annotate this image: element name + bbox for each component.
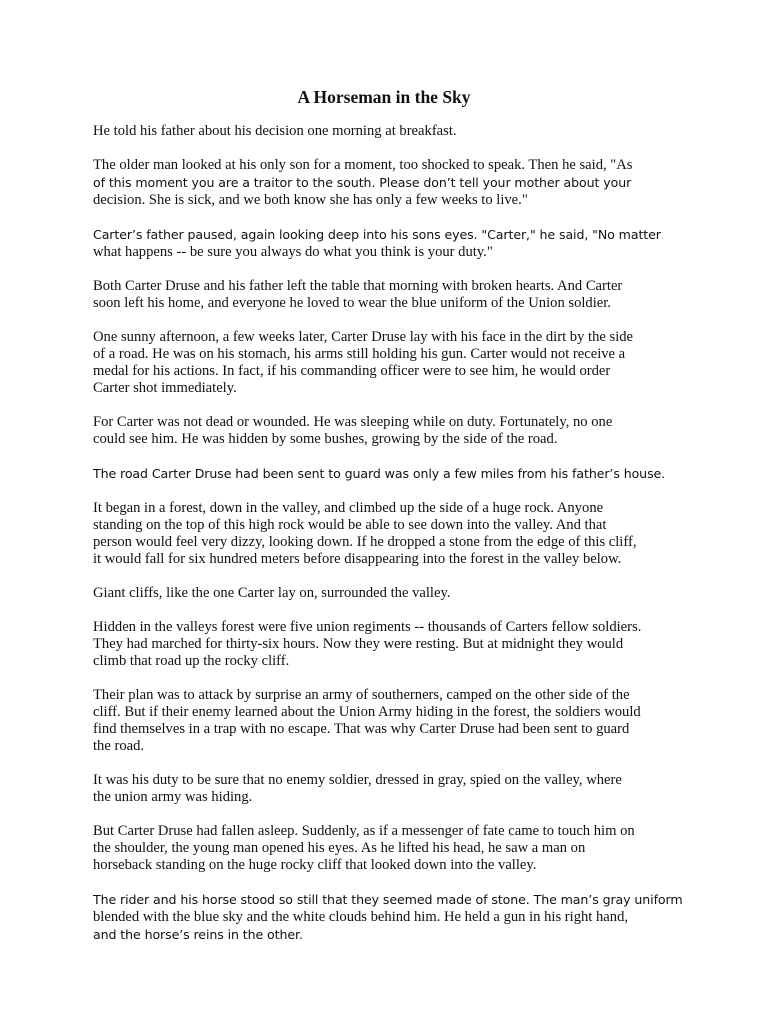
text-line — [93, 585, 673, 602]
text-segment: Giant cliffs, like the one Carter lay on, surrounded the valley. — [93, 585, 451, 601]
text-line — [93, 926, 673, 944]
text-line — [93, 363, 673, 380]
text-segment: person would feel very dizzy, looking down. If he dropped a stone from the edge of this cliff, — [93, 534, 637, 550]
paragraph — [93, 329, 673, 397]
paragraph — [93, 123, 673, 140]
text-line — [93, 380, 673, 397]
text-segment: and the horse’s reins in the other. — [93, 927, 303, 942]
text-line — [93, 500, 673, 517]
text-segment: find themselves in a trap with no escape. That was why Carter Druse had been sent to guard — [93, 721, 630, 737]
text-segment: The road Carter Druse had been sent to guard was only a few miles from his father’s house. — [93, 466, 666, 481]
paragraph — [93, 891, 683, 944]
text-segment: Both Carter Druse and his father left the table that morning with broken hearts. And Carter — [93, 278, 623, 294]
text-segment: what happens -- be sure you always do what you think is your duty." — [93, 244, 493, 260]
text-line — [93, 431, 673, 448]
text-line — [93, 619, 673, 636]
document-body — [93, 123, 683, 961]
paragraph — [93, 619, 673, 670]
paragraph — [93, 414, 673, 448]
text-line — [93, 346, 673, 363]
text-line — [93, 772, 673, 789]
paragraph — [93, 465, 673, 483]
text-segment: climb that road up the rocky cliff. — [93, 653, 290, 669]
text-line — [93, 687, 673, 704]
text-segment: One sunny afternoon, a few weeks later, Carter Druse lay with his face in the dirt by the side — [93, 329, 634, 345]
text-line — [93, 653, 673, 670]
paragraph — [93, 823, 673, 874]
text-segment: standing on the top of this high rock would be able to see down into the valley. And that — [93, 517, 607, 533]
text-line — [93, 909, 673, 926]
paragraph — [93, 687, 673, 755]
text-segment: The rider and his horse stood so still that they seemed made of stone. The man’s gray uniform — [93, 892, 683, 907]
text-line — [93, 857, 673, 874]
paragraph — [93, 157, 673, 209]
paragraph — [93, 772, 673, 806]
text-line — [93, 789, 673, 806]
text-line — [93, 174, 673, 192]
text-segment: could see him. He was hidden by some bushes, growing by the side of the road. — [93, 431, 558, 447]
text-segment: He told his father about his decision one morning at breakfast. — [93, 123, 457, 139]
text-segment: For Carter was not dead or wounded. He was sleeping while on duty. Fortunately, no one — [93, 414, 613, 430]
text-line — [93, 738, 673, 755]
text-line — [93, 465, 673, 483]
text-line — [93, 226, 673, 244]
text-line — [93, 157, 673, 174]
text-segment: soon left his home, and everyone he loved to wear the blue uniform of the Union soldier. — [93, 295, 611, 311]
text-segment: cliff. But if their enemy learned about the Union Army hiding in the forest, the soldiers would — [93, 704, 641, 720]
paragraph — [93, 226, 673, 261]
text-line — [93, 636, 673, 653]
text-segment: Their plan was to attack by surprise an army of southerners, camped on the other side of the — [93, 687, 630, 703]
text-line — [93, 123, 673, 140]
text-segment: It began in a forest, down in the valley, and climbed up the side of a huge rock. Anyone — [93, 500, 604, 516]
text-segment: Carter’s father paused, again looking deep into his sons eyes. "Carter," he said, "No matter — [93, 227, 661, 242]
text-segment: blended with the blue sky and the white clouds behind him. He held a gun in his right hand, — [93, 909, 629, 925]
text-line — [93, 721, 673, 738]
paragraph — [93, 278, 673, 312]
text-line — [93, 534, 673, 551]
text-line — [93, 329, 673, 346]
text-segment: But Carter Druse had fallen asleep. Suddenly, as if a messenger of fate came to touch him on — [93, 823, 635, 839]
document-title: A Horseman in the Sky — [297, 87, 471, 107]
text-line — [93, 704, 673, 721]
paragraph — [93, 585, 673, 602]
text-segment: the union army was hiding. — [93, 789, 253, 805]
text-segment: Carter shot immediately. — [93, 380, 237, 396]
text-line — [93, 295, 673, 312]
text-line — [93, 244, 673, 261]
text-line — [93, 278, 673, 295]
text-segment: it would fall for six hundred meters before disappearing into the forest in the valley below. — [93, 551, 622, 567]
paragraph — [93, 500, 673, 568]
text-segment: decision. She is sick, and we both know she has only a few weeks to live." — [93, 192, 528, 208]
text-line — [93, 891, 683, 909]
text-segment: of this moment you are a traitor to the south. Please don’t tell your mother about your — [93, 175, 632, 190]
text-line — [93, 823, 673, 840]
text-segment: the shoulder, the young man opened his eyes. As he lifted his head, he saw a man on — [93, 840, 586, 856]
text-segment: They had marched for thirty-six hours. Now they were resting. But at midnight they would — [93, 636, 624, 652]
text-segment: the road. — [93, 738, 145, 754]
text-segment: medal for his actions. In fact, if his commanding officer were to see him, he would order — [93, 363, 611, 379]
text-segment: The older man looked at his only son for a moment, too shocked to speak. Then he said, "As — [93, 157, 633, 173]
text-line — [93, 517, 673, 534]
text-segment: Hidden in the valleys forest were five union regiments -- thousands of Carters fellow soldiers. — [93, 619, 642, 635]
text-line — [93, 551, 673, 568]
text-line — [93, 414, 673, 431]
text-line — [93, 840, 673, 857]
text-segment: horseback standing on the huge rocky cliff that looked down into the valley. — [93, 857, 537, 873]
text-segment: of a road. He was on his stomach, his arms still holding his gun. Carter would not receive a — [93, 346, 626, 362]
text-line — [93, 192, 673, 209]
text-segment: It was his duty to be sure that no enemy soldier, dressed in gray, spied on the valley, where — [93, 772, 622, 788]
